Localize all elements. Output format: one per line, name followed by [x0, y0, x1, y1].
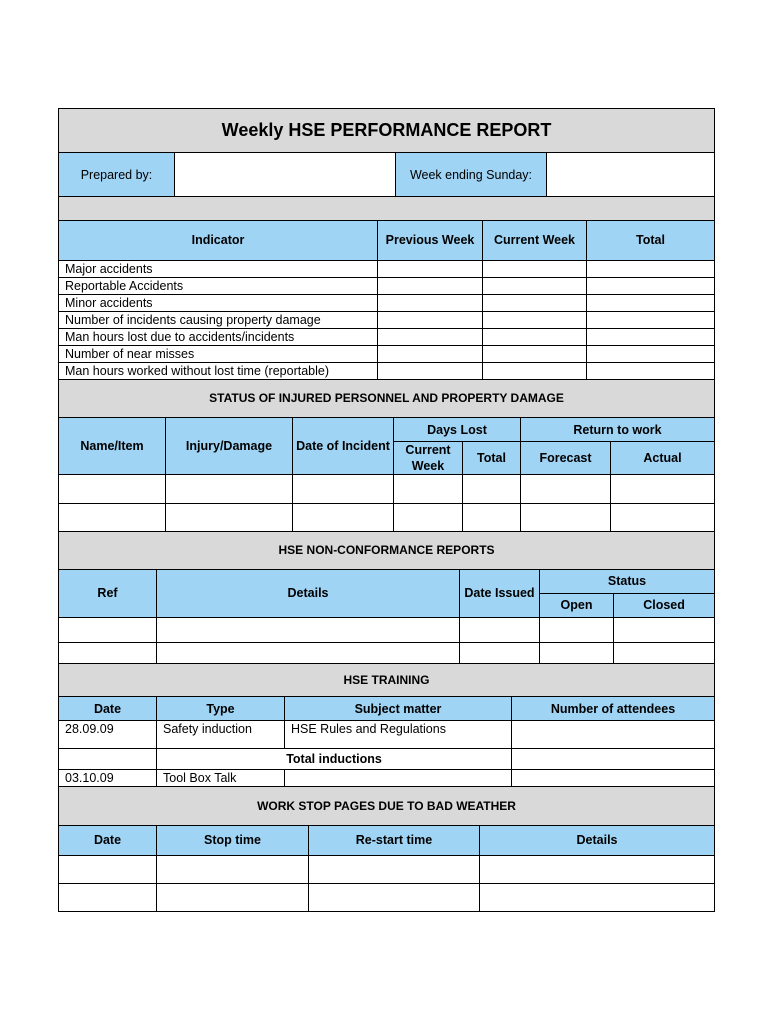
- training-row: [59, 770, 715, 787]
- hse-report-form: [58, 108, 714, 912]
- input-cell[interactable]: [463, 504, 521, 532]
- input-cell[interactable]: [611, 475, 715, 504]
- total-inductions-cell[interactable]: [512, 749, 715, 770]
- ref-header: Ref: [59, 569, 157, 617]
- input-cell[interactable]: [540, 642, 614, 663]
- previous-week-cell[interactable]: [378, 328, 483, 345]
- input-cell[interactable]: [309, 855, 480, 883]
- stop-time-header: Stop time: [157, 825, 309, 855]
- input-cell[interactable]: [293, 475, 394, 504]
- input-cell[interactable]: [157, 855, 309, 883]
- days-lost-total-header: Total: [463, 442, 521, 475]
- date-issued-header: Date Issued: [460, 569, 540, 617]
- previous-week-cell[interactable]: [378, 294, 483, 311]
- subject-matter-cell: HSE Rules and Regulations: [285, 721, 512, 749]
- indicator-label: Man hours worked without lost time (reportable): [59, 362, 378, 379]
- input-cell[interactable]: [293, 504, 394, 532]
- input-cell[interactable]: [463, 475, 521, 504]
- previous-week-cell[interactable]: [378, 260, 483, 277]
- total-cell[interactable]: [587, 260, 715, 277]
- training-type-cell: Tool Box Talk: [157, 770, 285, 787]
- report-header-table: [58, 108, 715, 221]
- input-cell[interactable]: [59, 475, 166, 504]
- previous-week-header: Previous Week: [378, 221, 483, 260]
- non-conformance-table: [58, 532, 715, 664]
- weather-section-title: WORK STOP PAGES DUE TO BAD WEATHER: [59, 787, 715, 825]
- input-cell[interactable]: [309, 883, 480, 911]
- current-week-cell[interactable]: [483, 362, 587, 379]
- training-date-header: Date: [59, 697, 157, 721]
- indicator-label: Major accidents: [59, 260, 378, 277]
- input-cell[interactable]: [521, 475, 611, 504]
- current-week-cell[interactable]: [483, 277, 587, 294]
- input-cell[interactable]: [614, 617, 715, 642]
- attendees-cell[interactable]: [512, 770, 715, 787]
- closed-header: Closed: [614, 593, 715, 617]
- injured-row: [59, 475, 715, 504]
- previous-week-cell[interactable]: [378, 277, 483, 294]
- indicator-label: Number of near misses: [59, 345, 378, 362]
- return-to-work-header: Return to work: [521, 418, 715, 442]
- ncr-row: [59, 642, 715, 663]
- input-cell[interactable]: [521, 504, 611, 532]
- weather-date-header: Date: [59, 825, 157, 855]
- indicator-row: [59, 294, 715, 311]
- input-cell[interactable]: [157, 883, 309, 911]
- input-cell[interactable]: [480, 883, 715, 911]
- injured-section-title: STATUS OF INJURED PERSONNEL AND PROPERTY DAMAGE: [59, 380, 715, 418]
- attendees-header: Number of attendees: [512, 697, 715, 721]
- injury-damage-header: Injury/Damage: [166, 418, 293, 475]
- indicator-row: [59, 345, 715, 362]
- input-cell[interactable]: [59, 855, 157, 883]
- input-cell[interactable]: [157, 642, 460, 663]
- input-cell[interactable]: [157, 617, 460, 642]
- weather-row: [59, 883, 715, 911]
- training-date-cell: 28.09.09: [59, 721, 157, 749]
- total-cell[interactable]: [587, 345, 715, 362]
- actual-header: Actual: [611, 442, 715, 475]
- week-ending-label: Week ending Sunday:: [396, 153, 547, 197]
- indicator-label: Man hours lost due to accidents/incidents: [59, 328, 378, 345]
- indicator-label: Minor accidents: [59, 294, 378, 311]
- previous-week-cell[interactable]: [378, 311, 483, 328]
- weather-row: [59, 855, 715, 883]
- indicator-label: Number of incidents causing property damage: [59, 311, 378, 328]
- input-cell[interactable]: [59, 883, 157, 911]
- input-cell[interactable]: [59, 642, 157, 663]
- days-lost-header: Days Lost: [394, 418, 521, 442]
- input-cell[interactable]: [166, 504, 293, 532]
- current-week-cell[interactable]: [483, 345, 587, 362]
- indicator-row: [59, 277, 715, 294]
- total-cell[interactable]: [587, 294, 715, 311]
- date-of-incident-header: Date of Incident: [293, 418, 394, 475]
- indicator-label: Reportable Accidents: [59, 277, 378, 294]
- indicator-row: [59, 328, 715, 345]
- details-header: Details: [157, 569, 460, 617]
- total-inductions-label: Total inductions: [157, 749, 512, 770]
- total-cell[interactable]: [587, 311, 715, 328]
- attendees-cell[interactable]: [512, 721, 715, 749]
- training-date-cell: 03.10.09: [59, 770, 157, 787]
- training-table: [58, 664, 715, 788]
- week-ending-field[interactable]: [547, 153, 715, 197]
- input-cell[interactable]: [394, 504, 463, 532]
- weather-details-header: Details: [480, 825, 715, 855]
- input-cell[interactable]: [480, 855, 715, 883]
- previous-week-cell[interactable]: [378, 345, 483, 362]
- current-week-cell[interactable]: [483, 311, 587, 328]
- indicator-header: Indicator: [59, 221, 378, 260]
- restart-time-header: Re-start time: [309, 825, 480, 855]
- input-cell[interactable]: [59, 617, 157, 642]
- injured-row: [59, 504, 715, 532]
- total-cell[interactable]: [587, 277, 715, 294]
- report-title: Weekly HSE PERFORMANCE REPORT: [59, 109, 715, 153]
- open-header: Open: [540, 593, 614, 617]
- prepared-by-field[interactable]: [175, 153, 396, 197]
- input-cell[interactable]: [611, 504, 715, 532]
- name-item-header: Name/Item: [59, 418, 166, 475]
- total-header: Total: [587, 221, 715, 260]
- indicator-row: [59, 311, 715, 328]
- spacer-bar: [59, 197, 715, 221]
- forecast-header: Forecast: [521, 442, 611, 475]
- weather-stoppages-table: [58, 787, 715, 912]
- input-cell[interactable]: [540, 617, 614, 642]
- input-cell[interactable]: [166, 475, 293, 504]
- ncr-row: [59, 617, 715, 642]
- current-week-header: Current Week: [483, 221, 587, 260]
- total-cell[interactable]: [587, 328, 715, 345]
- injured-personnel-table: [58, 380, 715, 533]
- training-section-title: HSE TRAINING: [59, 664, 715, 697]
- training-type-cell: Safety induction: [157, 721, 285, 749]
- days-lost-current-week-header: Current Week: [394, 442, 463, 475]
- current-week-cell[interactable]: [483, 328, 587, 345]
- current-week-cell[interactable]: [483, 294, 587, 311]
- previous-week-cell[interactable]: [378, 362, 483, 379]
- training-total-row: [59, 749, 715, 770]
- input-cell[interactable]: [460, 642, 540, 663]
- status-header: Status: [540, 569, 715, 593]
- input-cell[interactable]: [460, 617, 540, 642]
- input-cell[interactable]: [394, 475, 463, 504]
- ncr-section-title: HSE NON-CONFORMANCE REPORTS: [59, 532, 715, 569]
- training-type-header: Type: [157, 697, 285, 721]
- input-cell[interactable]: [59, 504, 166, 532]
- blank-cell: [59, 749, 157, 770]
- input-cell[interactable]: [614, 642, 715, 663]
- subject-matter-cell[interactable]: [285, 770, 512, 787]
- training-row: [59, 721, 715, 749]
- subject-matter-header: Subject matter: [285, 697, 512, 721]
- total-cell[interactable]: [587, 362, 715, 379]
- current-week-cell[interactable]: [483, 260, 587, 277]
- indicator-row: [59, 362, 715, 379]
- indicators-table: [58, 221, 715, 380]
- indicator-row: [59, 260, 715, 277]
- prepared-by-label: Prepared by:: [59, 153, 175, 197]
